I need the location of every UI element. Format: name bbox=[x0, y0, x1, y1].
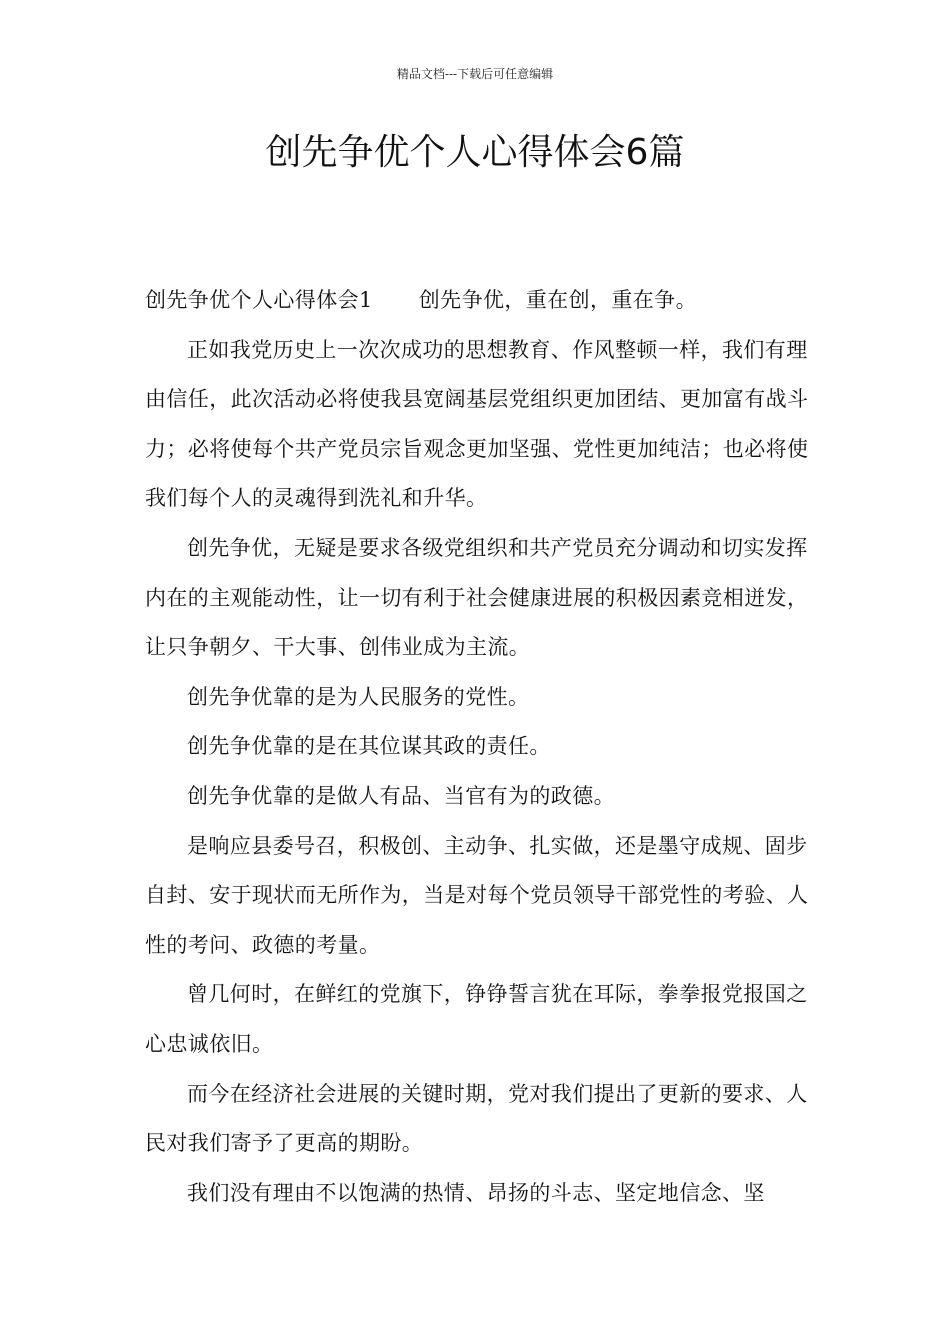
paragraph-6: 是响应县委号召，积极创、主动争、扎实做，还是墨守成规、固步自封、安于现状而无所作为，当是对每个党员领导干部党性的考验、人性的考问、政德的考量。 bbox=[145, 833, 809, 957]
paragraph-4: 创先争优靠的是在其位谋其政的责任。 bbox=[187, 734, 551, 759]
section-heading: 创先争优个人心得体会1 bbox=[145, 288, 373, 312]
paragraph-1: 正如我党历史上一次次成功的思想教育、作风整顿一样，我们有理由信任，此次活动必将使我县宽阔基层党组织更加团结、更加富有战斗力；必将使每个共产党员宗旨观念更加坚强、党性更加纯洁；也必将使我们每个人的灵魂得到洗礼和升华。 bbox=[145, 337, 809, 511]
paragraph-3: 创先争优靠的是为人民服务的党性。 bbox=[187, 684, 530, 709]
intro-text: 创先争优，重在创，重在争。 bbox=[418, 288, 697, 312]
document-body bbox=[145, 276, 817, 1218]
paragraph-5: 创先争优靠的是做人有品、当官有为的政德。 bbox=[187, 783, 615, 808]
intro-paragraph bbox=[145, 276, 817, 326]
paragraph-8: 而今在经济社会进展的关键时期，党对我们提出了更新的要求、人民对我们寄予了更高的期盼。 bbox=[145, 1081, 808, 1156]
header-note: 精品文档---下载后可任意编辑 bbox=[396, 67, 554, 81]
paragraph-7: 曾几何时，在鲜红的党旗下，铮铮誓言犹在耳际，拳拳报党报国之心忠诚依旧。 bbox=[145, 982, 808, 1056]
paragraph-2: 创先争优，无疑是要求各级党组织和共产党员充分调动和切实发挥内在的主观能动性，让一切有利于社会健康进展的积极因素竞相迸发，让只争朝夕、干大事、创伟业成为主流。 bbox=[145, 535, 809, 660]
document-title: 创先争优个人心得体会6篇 bbox=[265, 132, 685, 173]
paragraph-9: 我们没有理由不以饱满的热情、昂扬的斗志、坚定地信念、坚 bbox=[187, 1180, 765, 1205]
